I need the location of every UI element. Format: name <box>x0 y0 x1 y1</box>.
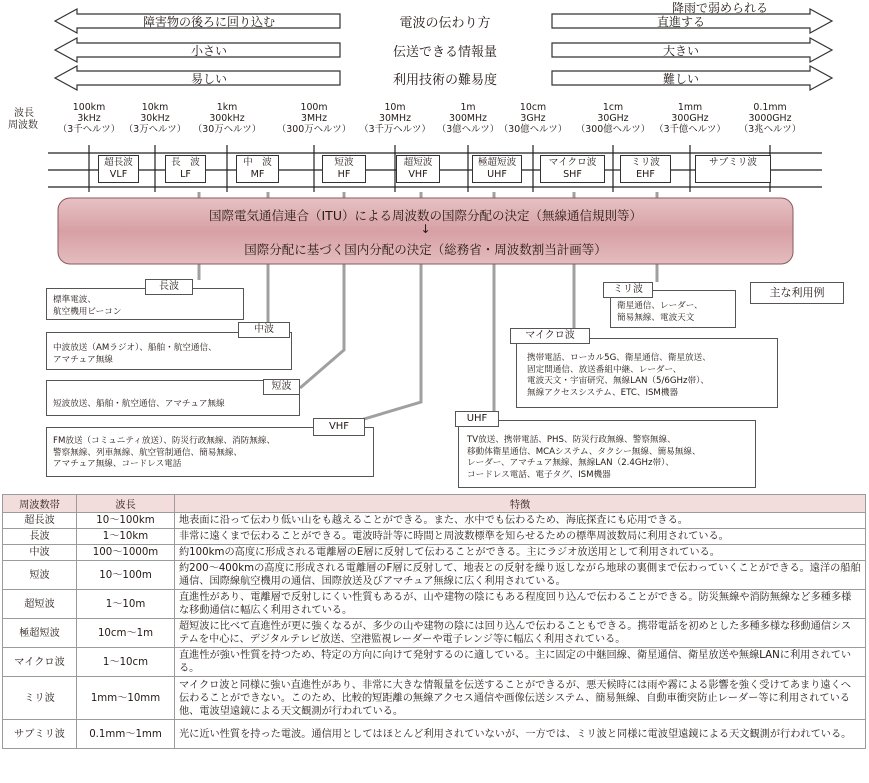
arrow-label-right-2: 大きい <box>662 44 699 58</box>
table-cell-desc: 非常に遠くまで伝わることができる。電波時計等に時間と周波数標準を知らせるための標準周波数局に利用されている。 <box>175 529 866 545</box>
table-row <box>3 720 866 749</box>
usage-text-hf: 短波放送、船舶・航空通信、アマチュア無線 <box>53 399 225 409</box>
usage-text-shf: 携帯電話、ローカル5G、衛星通信、衛星放送、 固定間通信、放送番組中継、レーダー、 電波天文・宇宙研究、無線LAN（5/6GHz帯）、 無線アクセスシステム、ETC、ISM機器 <box>527 353 711 398</box>
table-row <box>3 590 866 619</box>
scale-tick-1 <box>115 102 195 135</box>
scale-f2: （30億ヘルツ） <box>498 124 568 135</box>
scale-tick-8 <box>650 102 730 135</box>
scale-f: 3000GHz <box>748 113 792 124</box>
scale-f2: （3千ヘルツ） <box>57 124 121 135</box>
table-cell-band: サブミリ波 <box>3 720 77 749</box>
band-name: 長 波 <box>171 157 200 168</box>
scale-wl: 1km <box>216 102 238 113</box>
table-cell-wl: 10～100km <box>77 513 175 529</box>
band-box-8 <box>695 155 771 183</box>
usage-title-vhf: VHF <box>313 418 365 436</box>
scale-frequency-header: 周波数 <box>8 120 38 131</box>
table-cell-wl: 100～1000m <box>77 545 175 561</box>
usage-title-uhf: UHF <box>455 411 499 427</box>
scale-f2: （300億ヘルツ） <box>575 124 651 135</box>
allocation-arrow: ↓ <box>420 222 431 236</box>
usage-title-hf: 短波 <box>263 379 300 395</box>
legend-box: 主な利用例 <box>750 282 844 304</box>
allocation-line-1: 国際電気通信連合（ITU）による周波数の国際分配の決定（無線通信規則等） <box>209 208 642 223</box>
arrow-label-right-1: 直進する <box>656 15 705 29</box>
usage-box-hf <box>46 380 300 416</box>
usage-text-mf: 中波放送（AMラジオ）、船舶・航空通信、 アマチュア無線 <box>53 343 217 365</box>
arrow-label-left-1: 障害物の後ろに回り込む <box>142 15 275 29</box>
table-cell-desc: マイクロ波と同様に強い直進性があり、非常に大きな情報量を伝送することができるが、悪天候時には雨や霧による影響を強く受けてあまり遠くへ伝わることができない。このため、比較的短距離の無線アクセス通信や画像伝送システム、簡易無線、自動車衝突防止レーダー等に利用されている他、電波望遠鏡による天文観測が行われている。 <box>175 677 866 720</box>
table-cell-band: 中波 <box>3 545 77 561</box>
arrow-label-left-2: 小さい <box>190 44 227 58</box>
arrow-label-center-2: 伝送できる情報量 <box>392 45 497 60</box>
band-name: マイクロ波 <box>548 157 597 168</box>
scale-tick-7 <box>573 102 653 135</box>
band-box-4 <box>396 155 440 183</box>
table-row <box>3 648 866 677</box>
usage-title-lf: 長波 <box>145 279 193 295</box>
scale-f2: （3千万ヘルツ） <box>359 124 431 135</box>
usage-text-lf: 標準電波、 航空機用ビーコン <box>53 295 122 317</box>
band-name: 中 波 <box>243 157 272 168</box>
scale-f: 300GHz <box>671 113 709 124</box>
band-name: 超短波 <box>403 157 433 168</box>
usage-title-ehf: ミリ波 <box>603 282 653 298</box>
table-header-wavelength: 波長 <box>77 495 175 513</box>
table-cell-wl: 1～10cm <box>77 648 175 677</box>
table-header-band: 周波数帯 <box>3 495 77 513</box>
band-box-7 <box>620 155 671 183</box>
band-code: VLF <box>109 169 128 180</box>
band-code: LF <box>180 169 191 180</box>
band-box-0 <box>98 155 139 183</box>
arrow-label-right-3: 難しい <box>662 72 699 86</box>
band-code: EHF <box>636 169 655 180</box>
band-name: サブミリ波 <box>709 157 757 168</box>
table-cell-band: 短波 <box>3 561 77 590</box>
scale-tick-3 <box>274 102 354 135</box>
scale-wl: 100m <box>300 102 328 113</box>
table-row <box>3 561 866 590</box>
band-code: SHF <box>563 169 582 180</box>
table-cell-wl: 1mm～10mm <box>77 677 175 720</box>
table-row <box>3 529 866 545</box>
table-cell-band: 極超短波 <box>3 619 77 648</box>
band-box-3 <box>322 155 366 183</box>
band-name: 短波 <box>334 157 354 168</box>
scale-wl: 100km <box>72 102 106 113</box>
band-box-2 <box>236 155 279 183</box>
table-cell-desc: 超短波に比べて直進性が更に強くなるが、多少の山や建物の陰には回り込んで伝わることもできる。携帯電話を初めとした多種多様な移動通信システムを中心に、デジタルテレビ放送、空港監視レーダーや電子レンジ等に幅広く利用されている。 <box>175 619 866 648</box>
table-cell-wl: 10cm～1m <box>77 619 175 648</box>
scale-tick-9 <box>730 102 810 135</box>
scale-wl: 0.1mm <box>753 102 787 113</box>
usage-box-uhf <box>458 420 756 488</box>
table-cell-band: マイクロ波 <box>3 648 77 677</box>
scale-wl: 1cm <box>602 102 624 113</box>
scale-f: 300kHz <box>209 113 245 124</box>
band-code: MF <box>250 169 265 180</box>
scale-tick-6 <box>493 102 573 135</box>
scale-f2: （300万ヘルツ） <box>276 124 352 135</box>
scale-f: 3kHz <box>77 113 101 124</box>
band-box-6 <box>540 155 605 183</box>
frequency-table <box>2 494 866 749</box>
scale-f: 3MHz <box>300 113 328 124</box>
table-cell-desc: 地表面に沿って伝わり低い山をも越えることができる。また、水中でも伝わるため、海底探査にも応用できる。 <box>175 513 866 529</box>
arrow-label-center-1: 電波の伝わり方 <box>399 16 491 31</box>
usage-title-shf: マイクロ波 <box>510 328 590 344</box>
scale-f2: （3億ヘルツ） <box>436 124 500 135</box>
scale-wl: 10m <box>384 102 406 113</box>
table-cell-band: ミリ波 <box>3 677 77 720</box>
arrow-label-center-3: 利用技術の難易度 <box>392 73 497 88</box>
scale-f: 30kHz <box>140 113 170 124</box>
scale-f2: （3千億ヘルツ） <box>654 124 726 135</box>
scale-wl: 1mm <box>677 102 703 113</box>
table-cell-desc: 約100kmの高度に形成される電離層のE層に反射して伝わることができる。主にラジオ放送用として利用されている。 <box>175 545 866 561</box>
usage-box-shf <box>516 338 778 408</box>
scale-wl: 10km <box>141 102 169 113</box>
table-row <box>3 619 866 648</box>
table-row <box>3 513 866 529</box>
table-cell-wl: 0.1mm～1mm <box>77 720 175 749</box>
scale-tick-2 <box>187 102 267 135</box>
scale-tick-4 <box>355 102 435 135</box>
table-row <box>3 545 866 561</box>
table-cell-desc: 直進性が強い性質を持つため、特定の方向に向けて発射するのに適している。主に固定の中継回線、衛星通信、衛星放送や無線LANに利用されている。 <box>175 648 866 677</box>
table-header-row <box>3 495 866 513</box>
scale-f: 30GHz <box>597 113 629 124</box>
band-box-5 <box>472 155 522 183</box>
scale-wl: 10cm <box>519 102 547 113</box>
table-cell-band: 超長波 <box>3 513 77 529</box>
scale-f2: （3万ヘルツ） <box>123 124 187 135</box>
allocation-line-2: 国際分配に基づく国内分配の決定（総務省・周波数割当計画等） <box>244 242 607 257</box>
arrow-label-left-3: 易しい <box>190 72 227 86</box>
table-cell-wl: 10～100m <box>77 561 175 590</box>
usage-text-uhf: TV放送、携帯電話、PHS、防災行政無線、警察無線、 移動体衛星通信、MCAシステム、タクシー無線、簡易無線、 レーダー、アマチュア無線、無線LAN（2.4GHz帯）、 コードレス電話、電子タグ、ISM機器 <box>467 435 701 480</box>
scale-f: 300MHz <box>449 113 487 124</box>
usage-text-ehf: 衛星通信、レーダー、 簡易無線、電波天文 <box>617 301 703 323</box>
table-cell-band: 長波 <box>3 529 77 545</box>
scale-wl: 1m <box>460 102 476 113</box>
usage-text-vhf: FM放送（コミュニティ放送）、防災行政無線、消防無線、 警察無線、列車無線、航空管制通信、簡易無線、 アマチュア無線、コードレス電話 <box>53 436 276 470</box>
table-header-features: 特徴 <box>175 495 866 513</box>
scale-wavelength-header: 波長 <box>14 108 34 119</box>
table-row <box>3 677 866 720</box>
arrow-note-1: 降雨で弱められる <box>671 1 768 15</box>
scale-f2: （3兆ヘルツ） <box>738 124 802 135</box>
scale-f2: （30万ヘルツ） <box>192 124 262 135</box>
table-cell-desc: 直進性があり、電離層で反射しにくい性質もあるが、山や建物の陰にもある程度回り込んで伝わることができる。防災無線や消防無線など多種多様な移動通信に幅広く利用されている。 <box>175 590 866 619</box>
band-code: VHF <box>408 169 428 180</box>
usage-title-mf: 中波 <box>238 322 290 338</box>
scale-f: 30MHz <box>379 113 411 124</box>
table-cell-wl: 1～10km <box>77 529 175 545</box>
band-code: UHF <box>487 169 507 180</box>
table-cell-wl: 1～10m <box>77 590 175 619</box>
scale-f: 3GHz <box>520 113 546 124</box>
table-cell-desc: 約200～400kmの高度に形成される電離層のF層に反射して、地表との反射を繰り返しながら地球の裏側まで伝わっていくことができる。遠洋の船舶通信、国際線航空機用の通信、国際放送及びアマチュア無線に広く利用されている。 <box>175 561 866 590</box>
band-box-1 <box>165 155 206 183</box>
band-code: HF <box>337 169 351 180</box>
table-cell-desc: 光に近い性質を持った電波。通信用としてはほとんど利用されていないが、一方では、ミリ波と同様に電波望遠鏡による天文観測が行われている。 <box>175 720 866 749</box>
band-name: 超長波 <box>104 157 133 168</box>
band-name: ミリ波 <box>631 157 660 168</box>
table-cell-band: 超短波 <box>3 590 77 619</box>
band-name: 極超短波 <box>477 157 517 168</box>
